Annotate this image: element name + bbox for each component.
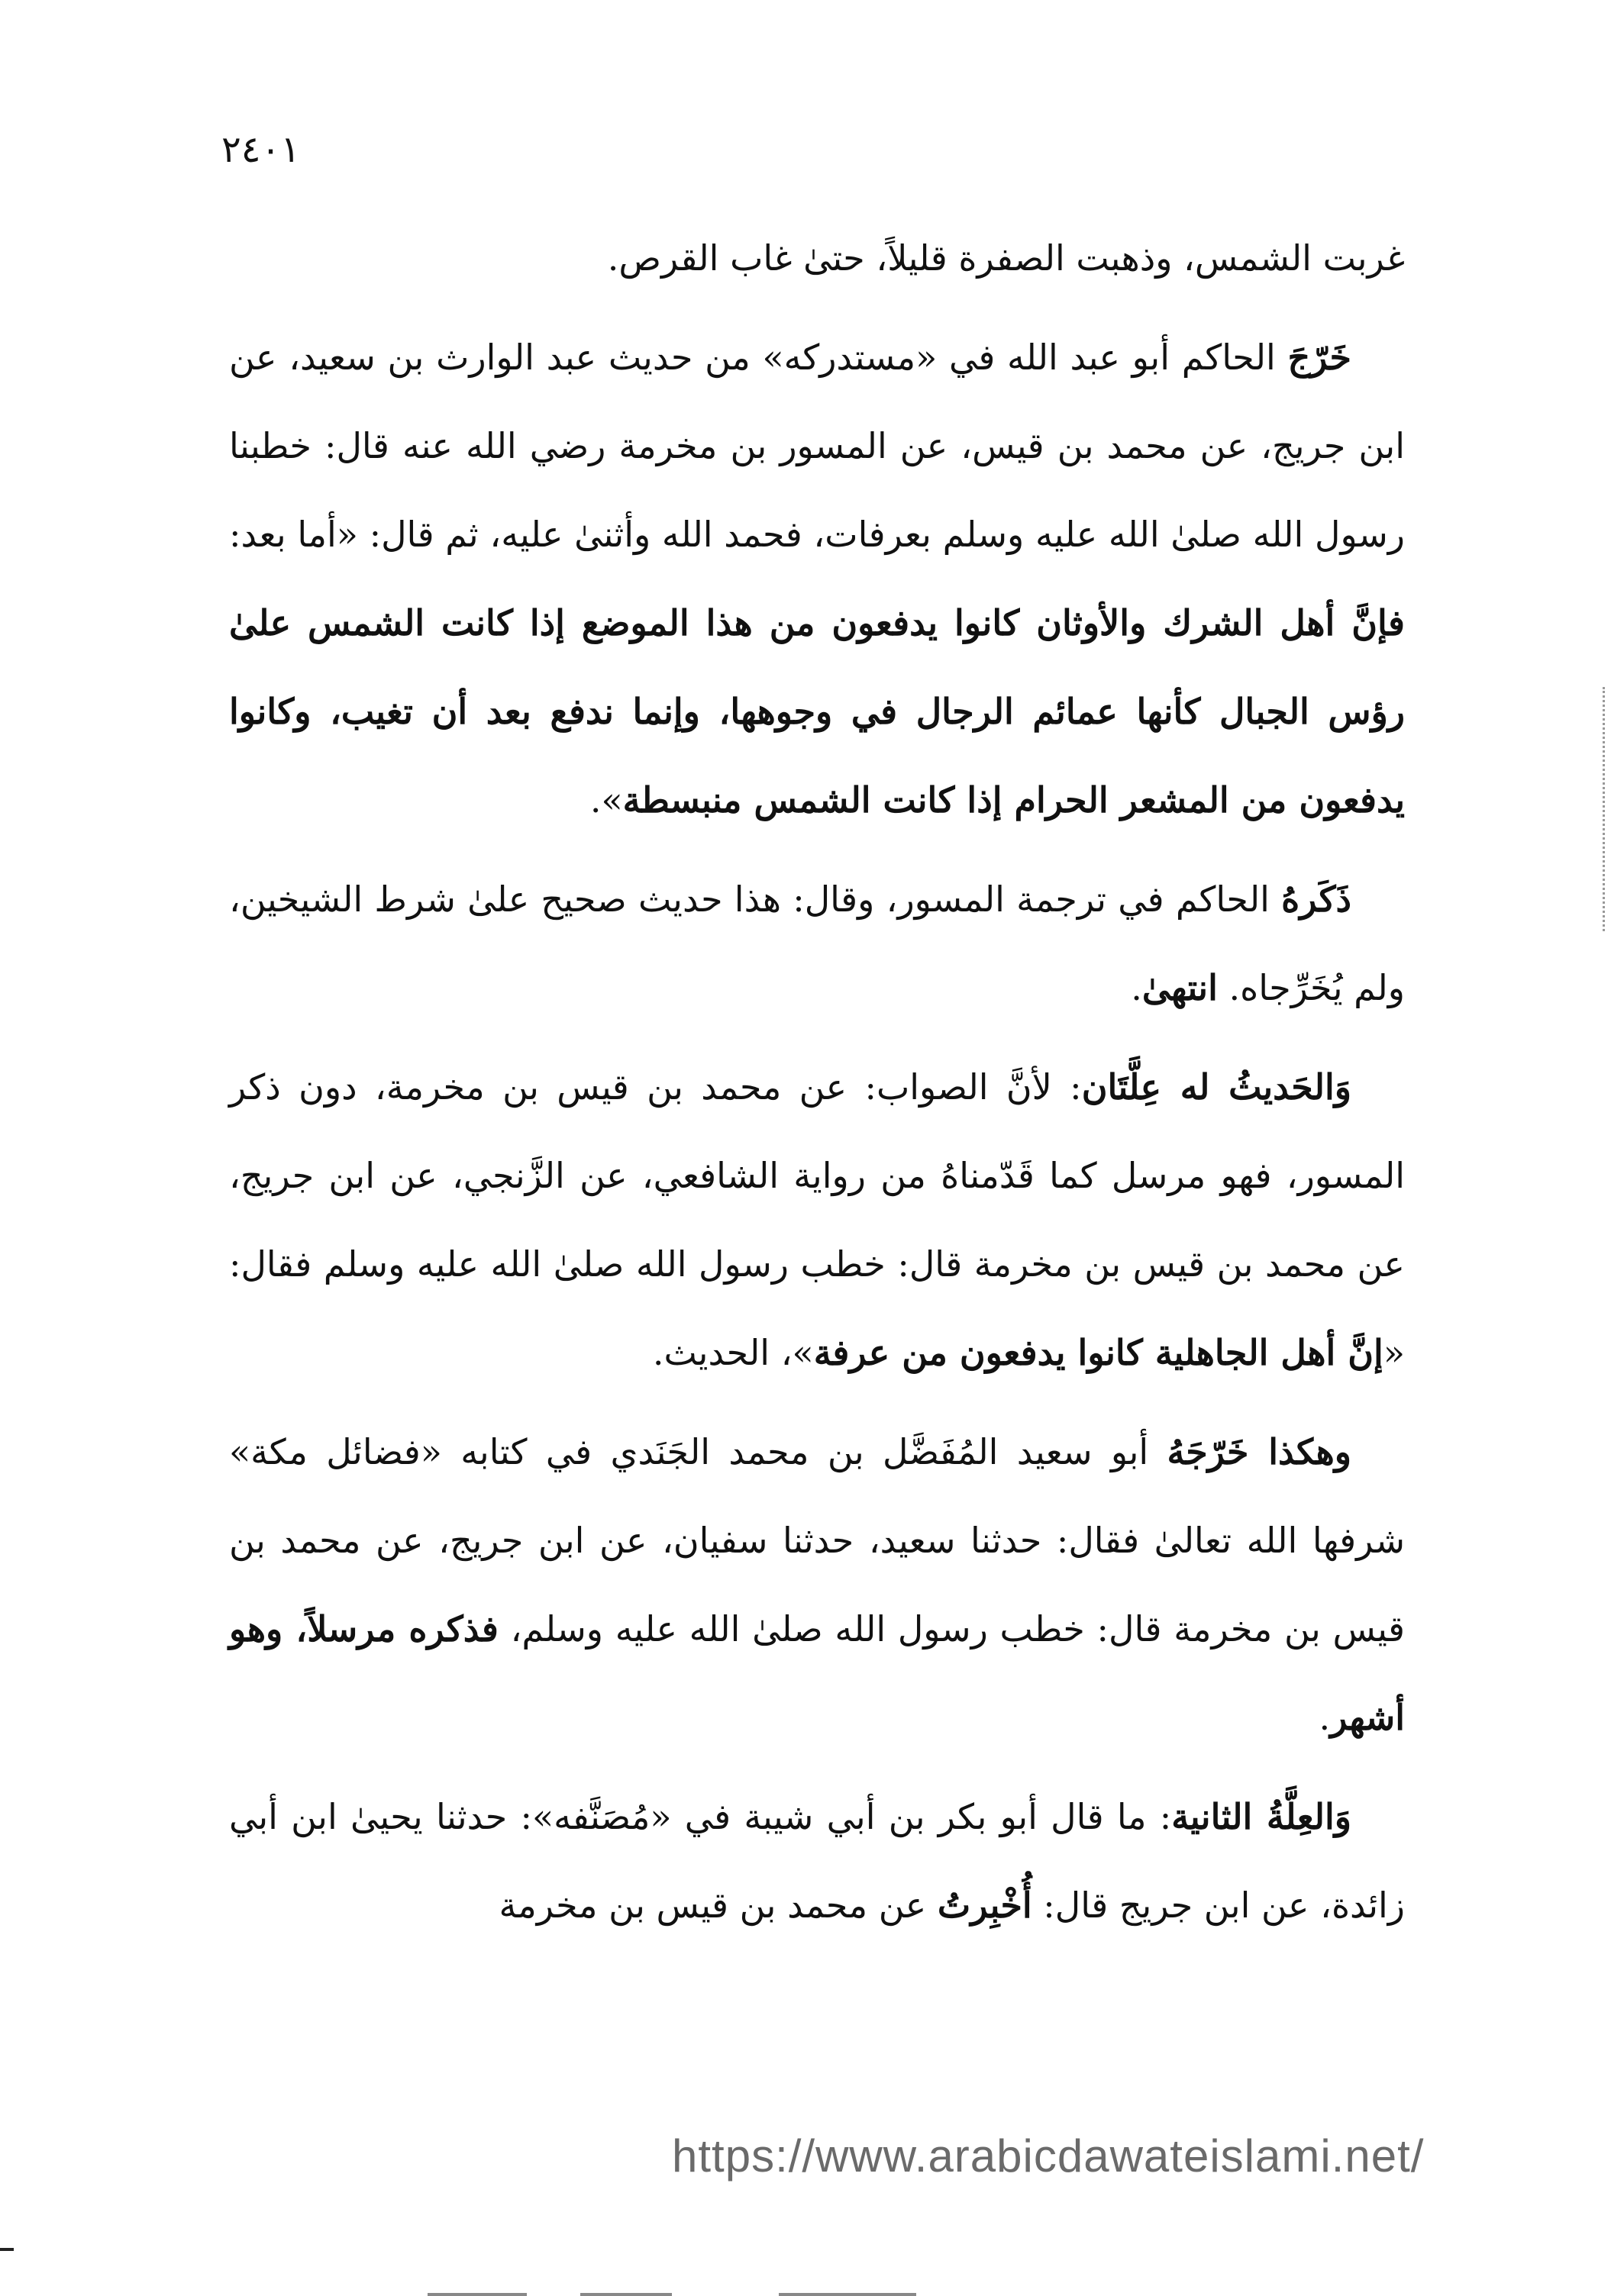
text-segment: غربت الشمس، وذهبت الصفرة قليلاً، حتىٰ غاب القرص.: [607, 237, 1405, 279]
text-segment-bold: ذَكَرهُ: [1281, 879, 1351, 920]
text-segment: الحاكم في ترجمة المسور، وقال: هذا حديث صحيح علىٰ شرط الشيخين، ولم يُخَرِّجاه.: [229, 879, 1405, 1008]
text-segment: ».: [589, 779, 623, 821]
text-segment: .: [1131, 967, 1142, 1008]
scan-edge-mark: [428, 2293, 527, 2296]
text-segment-bold: خَرّجَ: [1287, 337, 1351, 378]
watermark-url: https://www.arabicdawateislami.net/: [672, 2130, 1425, 2182]
text-segment-bold: إنَّ أهل الجاهلية كانوا يدفعون من عرفة: [813, 1332, 1383, 1373]
text-segment-bold: انتهىٰ: [1141, 967, 1218, 1008]
paragraph: [229, 855, 1405, 1032]
paragraph: [229, 214, 1405, 302]
scan-edge-mark: [580, 2293, 672, 2296]
text-segment: أبو سعيد المُفَضَّل بن محمد الجَنَدي في كتابه «فضائل مكة» شرفها الله تعالىٰ فقال: حدثنا سعيد، حدثنا سفيان، عن ابن جريج، عن محمد بن قيس بن مخرمة قال: خطب رسول الله صلىٰ الله عليه وسلم،: [229, 1431, 1405, 1649]
paragraph: [229, 1772, 1405, 1949]
text-segment-bold: وهكذا خَرّجَهُ: [1167, 1431, 1352, 1472]
text-segment-bold: وَالحَديثُ له عِلَّتَان: [1081, 1066, 1351, 1108]
text-segment-bold: أُخْبِرتُ: [937, 1885, 1032, 1926]
scan-edge-dots: [1600, 687, 1605, 931]
body-text: [229, 214, 1405, 1960]
text-segment: .: [1319, 1697, 1331, 1738]
text-segment: : ما قال أبو بكر بن أبي شيبة في «مُصَنَّفه»: حدثنا يحيىٰ ابن أبي زائدة، عن ابن جريج قال:: [229, 1796, 1405, 1926]
text-segment-bold: وَالعِلَّةُ الثانية: [1171, 1796, 1351, 1837]
text-segment-bold: فإنَّ أهل الشرك والأوثان كانوا يدفعون من هذا الموضع إذا كانت الشمس علىٰ رؤس الجبال كأنها عمائم الرجال في وجوهها، وإنما ندفع بعد أن تغيب، وكانوا يدفعون من المشعر الحرام إذا كانت الشمس منبسطة: [229, 602, 1405, 821]
scan-edge-mark: [779, 2293, 916, 2296]
text-segment: : لأنَّ الصواب: عن محمد بن قيس بن مخرمة، دون ذكر المسور، فهو مرسل كما قَدّمناهُ من رواية الشافعي، عن الزَّنجي، عن ابن جريج، عن محمد بن قيس بن مخرمة قال: خطب رسول الله صلىٰ الله عليه وسلم فقال: «: [229, 1066, 1405, 1373]
page-number: ٢٤٠١: [221, 128, 301, 171]
paragraph: [229, 1043, 1405, 1397]
text-segment: الحاكم أبو عبد الله في «مستدركه» من حديث عبد الوارث بن سعيد، عن ابن جريج، عن محمد بن قيس، عن المسور بن مخرمة رضي الله عنه قال: خطبنا رسول الله صلىٰ الله عليه وسلم بعرفات، فحمد الله وأثنىٰ عليه، ثم قال: «أما بعد:: [229, 337, 1405, 555]
scan-edge-mark: [0, 2248, 14, 2251]
paragraph: [229, 313, 1405, 844]
text-segment: »، الحديث.: [652, 1332, 814, 1373]
text-segment: عن محمد بن قيس بن مخرمة: [499, 1885, 938, 1926]
text-segment-bold: فذكره مرسلاً، وهو أشهر: [229, 1608, 1405, 1738]
paragraph: [229, 1408, 1405, 1762]
